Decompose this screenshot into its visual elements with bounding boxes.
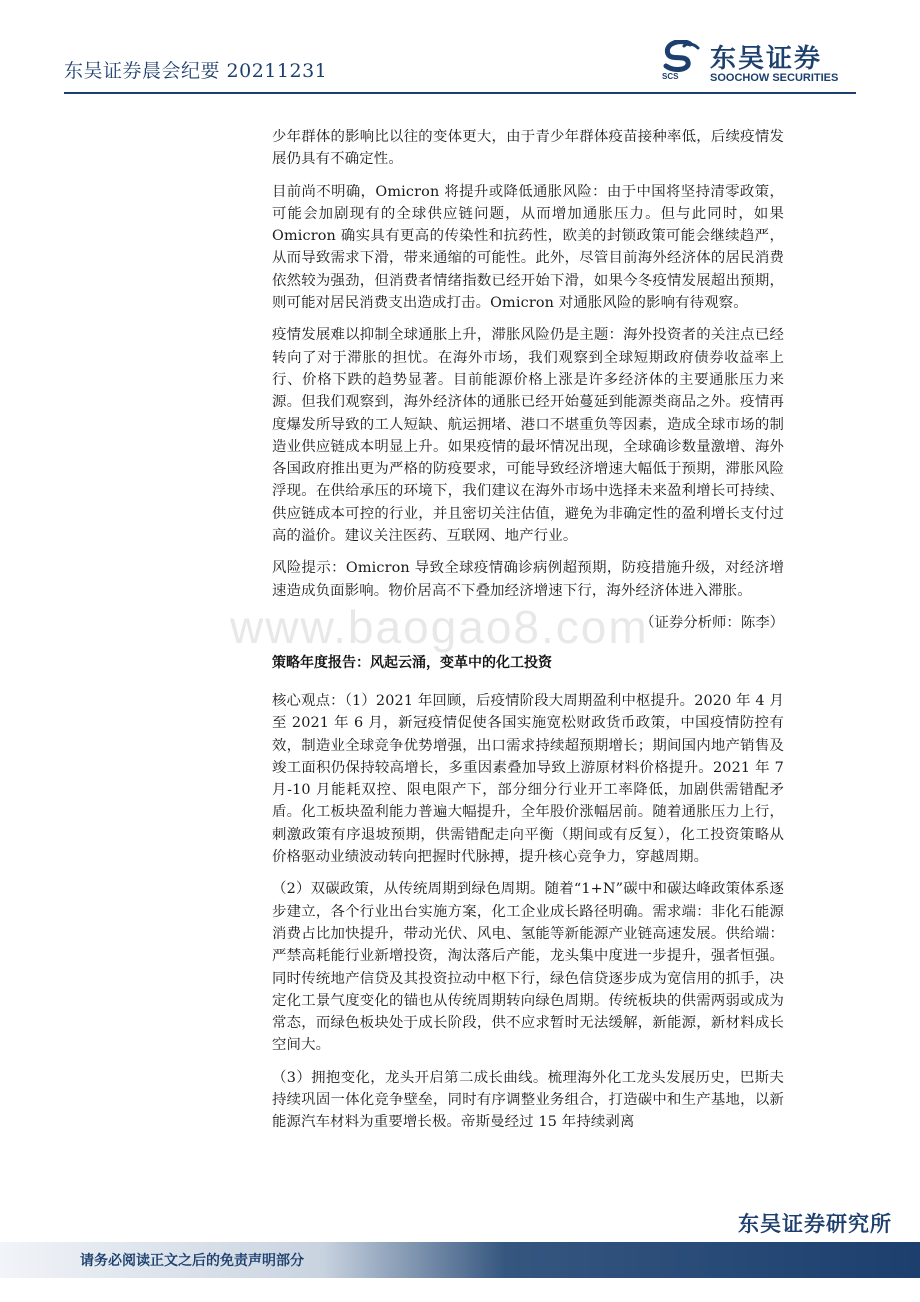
company-logo — [660, 40, 860, 88]
watermark: www.baogao8.com — [230, 601, 649, 653]
footer-disclaimer: 请务必阅读正文之后的免责声明部分 — [80, 1253, 304, 1269]
body-paragraph: （3）拥抱变化，龙头开启第二成长曲线。梳理海外化工龙头发展历史，巴斯夫持续巩固一体化竞争壁垒，同时有序调整业务组合，打造碳中和生产基地，以新能源汽车材料为重要增长极。帝斯曼经过 15 年持续剥离 — [272, 1069, 784, 1131]
body-paragraph: （2）双碳政策，从传统周期到绿色周期。随着“1+N”碳中和碳达峰政策体系逐步建立，各个行业出台实施方案，化工企业成长路径明确。需求端：非化石能源消费占比加快提升，带动光伏、风电、氢能等新能源产业链高速发展。供给端：严禁高耗能行业新增投资，淘汰落后产能，龙头集中度进一步提升，强者恒强。同时传统地产信贷及其投资拉动中枢下行，绿色信贷逐步成为宽信用的抓手，决定化工景气度变化的锚也从传统周期转向绿色周期。传统板块的供需两弱或成为常态，而绿色板块处于成长阶段，供不应求暂时无法缓解，新能源，新材料成长空间大。 — [272, 881, 784, 1054]
body-paragraph: 目前尚不明确，Omicron 将提升或降低通胀风险：由于中国将坚持清零政策，可能会加剧现有的全球供应链问题，从而增加通胀压力。但与此同时，如果 Omicron 确实具有更高的传染性和抗药性，欧美的封锁政策可能会继续趋严，从而导致需求下滑，带来通缩的可能性。此外，尽管目前海外经济体的居民消费依然较为强劲，但消费者情绪指数已经开始下滑，如果今冬疫情发展超出预期，则可能对居民消费支出造成打击。Omicron 对通胀风险的影响有待观察。 — [272, 183, 784, 312]
body-paragraph: 少年群体的影响比以往的变体更大，由于青少年群体疫苗接种率低，后续疫情发展仍具有不确定性。 — [272, 129, 784, 168]
header-divider — [64, 92, 856, 94]
body-paragraph: 疫情发展难以抑制全球通胀上升，滞胀风险仍是主题：海外投资者的关注点已经转向了对于滞胀的担忧。在海外市场，我们观察到全球短期政府债券收益率上行、价格下跌的趋势显著。目前能源价格上涨是许多经济体的主要通胀压力来源。但我们观察到，海外经济体的通胀已经开始蔓延到能源类商品之外。疫情再度爆发所导致的工人短缺、航运拥堵、港口不堪重负等因素，造成全球市场的制造业供应链成本明显上升。如果疫情的最坏情况出现，全球确诊数量激增、海外各国政府推出更为严格的防疫要求，可能导致经济增速大幅低于预期，滞胀风险浮现。在供给承压的环境下，我们建议在海外市场中选择未来盈利增长可持续、供应链成本可控的行业，并且密切关注估值，避免为非确定性的盈利增长支付过高的溢价。建议关注医药、互联网、地产行业。 — [272, 327, 784, 545]
body-paragraph: 核心观点：（1）2021 年回顾，后疫情阶段大周期盈利中枢提升。2020 年 4 月至 2021 年 6 月，新冠疫情促使各国实施宽松财政货币政策，中国疫情防控有效，制造业全球竞争优势增强，出口需求持续超预期增长；期间国内地产销售及竣工面积仍保持较高增长，多重因素叠加导致上游原材料价格提升。2021 年 7 月-10 月能耗双控、限电限产下，部分细分行业开工率降低，加剧供需错配矛盾。化工板块盈利能力普遍大幅提升，全年股价涨幅居前。随着通胀压力上行，刺激政策有序退坡预期，供需错配走向平衡（期间或有反复），化工投资策略从价格驱动业绩波动转向把握时代脉搏，提升核心竞争力，穿越周期。 — [272, 692, 784, 866]
logo-english-name: SOOCHOW SECURITIES — [710, 72, 839, 84]
scs-logo-icon — [660, 40, 704, 74]
risk-warning-paragraph: 风险提示：Omicron 导致全球疫情确诊病例超预期，防疫措施升级，对经济增速造成负面影响。物价居高不下叠加经济增速下行，海外经济体进入滞胀。 — [272, 560, 784, 599]
footer-organization: 东吴证券研究所 — [738, 1212, 892, 1236]
logo-abbreviation: SCS — [662, 72, 679, 81]
report-body — [272, 126, 784, 1144]
analyst-credit: （证券分析师：陈李） — [640, 614, 784, 631]
logo-chinese-name: 东吴证券 — [710, 44, 823, 74]
document-header-title: 东吴证券晨会纪要 20211231 — [64, 60, 328, 82]
section-heading: 策略年度报告：风起云涌，变革中的化工投资 — [272, 654, 552, 671]
